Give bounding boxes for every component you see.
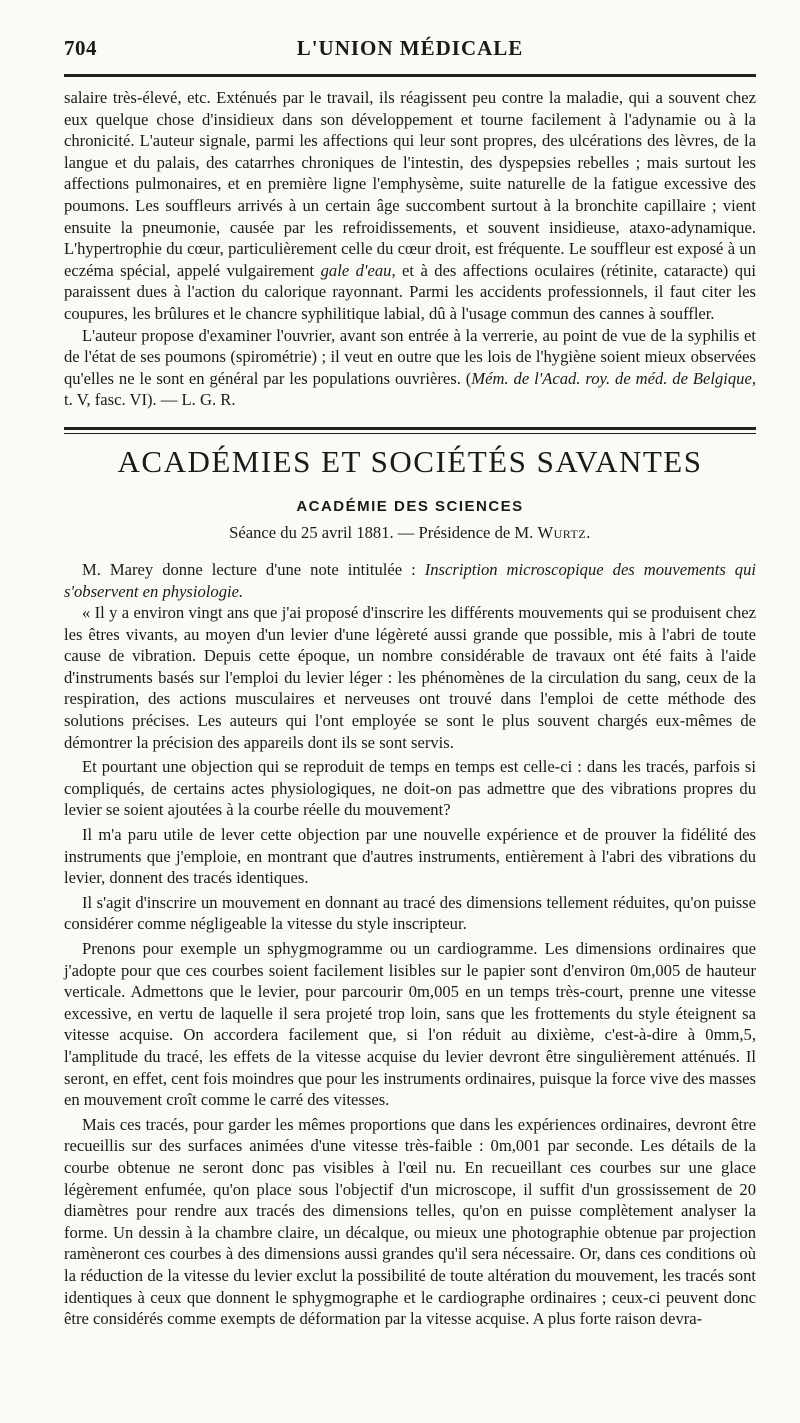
review-block	[64, 87, 756, 411]
article-paragraph: Et pourtant une objection qui se reproduit de temps en temps est celle-ci : dans les tracés, parfois si compliqués, de certains actes physiologiques, ne doit-on pas admettre que des vibrations propres du levier se soient ajoutées à la courbe réelle du mouvement?	[64, 757, 756, 820]
article-paragraph: Il s'agit d'inscrire un mouvement en donnant au tracé des dimensions tellement réduites, qu'on puisse considérer comme négligeable la vitesse du style inscripteur.	[64, 892, 756, 934]
running-head	[64, 36, 756, 70]
article-paragraph: « Il y a environ vingt ans que j'ai proposé d'inscrire les différents mouvements qui se produisent chez les êtres vivants, au moyen d'un levier d'une légèreté aussi grande que possible, mis à l'abri de toute cause de vibration. Depuis cette époque, un nombre considérable de travaux ont été faits à l'aide d'instruments basés sur l'emploi du levier léger : les phénomènes de la circulation du sang, ceux de la respiration, des actions musculaires et nerveuses ont trouvé dans l'emploi de cette méthode des solutions précises. Les auteurs qui l'ont employée se sont le plus souvent chargés eux-mêmes de démontrer la précision des appareils dont ils se sont servis.	[64, 603, 756, 752]
page-number: 704	[64, 36, 97, 60]
article-paragraph: Il m'a paru utile de lever cette objection par une nouvelle expérience et de prouver la fidélité des instruments que j'emploie, en montrant que d'autres instruments, entièrement à l'abri des vibrations du levier, donnent des tracés identiques.	[64, 825, 756, 888]
review-paragraph-2: L'auteur propose d'examiner l'ouvrier, avant son entrée à la verrerie, au point de vue de la syphilis et de l'état de ses poumons (spirométrie) ; il veut en outre que les lois de l'hygiène soient mieux observées qu'elles ne le sont en général par les populations ouvrières. (Mém. de l'Acad. roy. de méd. de Belgique, t. V, fasc. VI). — L. G. R.	[64, 325, 756, 410]
article-paragraph: Prenons pour exemple un sphygmogramme ou un cardiogramme. Les dimensions ordinaires que j'adopte pour que ces courbes soient facilement lisibles sur le papier sont d'environ 0m,005 de hauteur verticale. Admettons que le levier, pour parcourir 0m,005 en un temps très-court, prenne une vitesse excessive, en vertu de laquelle il sera projeté trop loin, sans que les frottements du style éteignent sa vitesse acquise. On accordera facilement que, si l'on réduit au dixième, c'est-à-dire à 0mm,5, l'amplitude du tracé, les effets de la vitesse acquise du levier devront être singulièrement atténués. Il seront, en effet, cent fois moindres que pour les instruments ordinaires, puisque la force vive des masses en mouvement croît comme le carré des vitesses.	[64, 939, 756, 1110]
subsection-title: ACADÉMIE DES SCIENCES	[296, 497, 524, 515]
article-paragraph: Mais ces tracés, pour garder les mêmes proportions que dans les expériences ordinaires, devront être recueillis sur des surfaces animées d'une vitesse très-faible : 0m,001 par seconde. Les détails de la courbe obtenue ne seront donc pas visibles à l'œil nu. En recueillant ces courbes sur une glace légèrement enfumée, qu'on place sous l'objectif d'un microscope, il suffit d'un grossissement de 20 diamètres pour rendre aux tracés des dimensions telles, qu'on en puisse complètement analyser la forme. Un dessin à la chambre claire, un décalque, ou mieux une photographie obtenue par projection ramèneront ces courbes à des dimensions aussi grandes qu'il sera nécessaire. Or, dans ces conditions où la réduction de la vitesse du levier exclut la possibilité de toute altération du mouvement, les tracés sont identiques à ceux que donnent le sphygmographe et le cardiographe ordinaires ; ceux-ci peuvent donc être considérés comme exempts de déformation par la vitesse acquise. A plus forte raison devra-	[64, 1114, 756, 1329]
article-body	[64, 559, 756, 1330]
section-divider	[64, 427, 756, 434]
review-paragraph-1: salaire très-élevé, etc. Exténués par le travail, ils réagissent peu contre la maladie, qui a souvent chez eux quelque chose d'insidieux dans son développement et tourne facilement à l'adynamie ou à la chronicité. L'auteur signale, parmi les affections qui leur sont propres, des ulcérations des lèvres, de la langue et du palais, des catarrhes chroniques de l'intestin, des dyspepsies rebelles ; mais surtout les affections pulmonaires, et en première ligne l'emphysème, suite naturelle de la fatigue excessive des poumons. Les souffleurs arrivés à un certain âge succombent surtout à la bronchite capillaire ; vient ensuite la pneumonie, causée par les refroidissements, et souvent insidieuse, ataxo-adynamique. L'hypertrophie du cœur, particulièrement celle du cœur droit, est fréquente. Le souffleur est exposé à un eczéma spécial, appelé vulgairement gale d'eau, et à des affections oculaires (rétinite, cataracte) qui paraissent dues à l'action du calorique rayonnant. Parmi les accidents professionnels, il faut citer les coupures, les brûlures et le chancre syphilitique labial, dû à l'usage commun des cannes à souffler.	[64, 88, 756, 323]
article-intro: M. Marey donne lecture d'une note intitulée : Inscription microscopique des mouvements qui s'observent en physiologie.	[64, 559, 756, 601]
header-rule	[64, 74, 756, 77]
journal-title: L'UNION MÉDICALE	[296, 36, 524, 60]
session-line: Séance du 25 avril 1881. — Présidence de M. Wurtz.	[229, 522, 591, 542]
section-title: ACADÉMIES ET SOCIÉTÉS SAVANTES	[117, 443, 703, 479]
president-name: Wurtz.	[537, 522, 591, 542]
